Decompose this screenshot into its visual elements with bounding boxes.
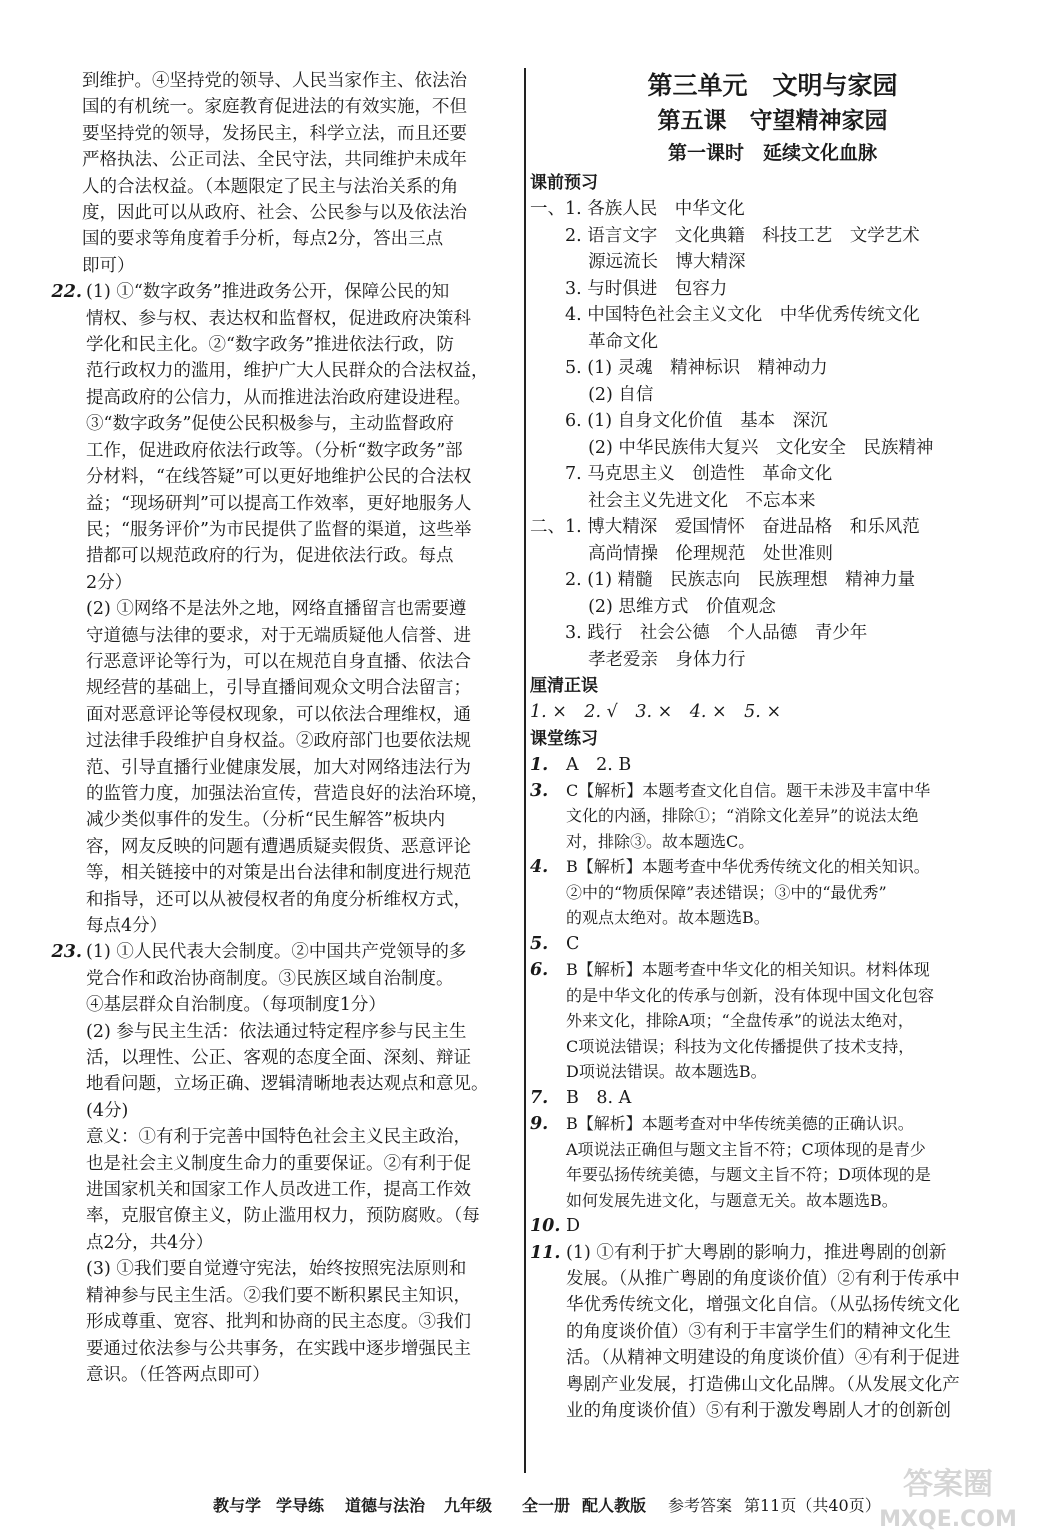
- text-line: 提高政府的公信力，从而推进法治政府建设进程。: [86, 387, 471, 408]
- left-column: [30, 68, 525, 1388]
- text-line: 活。（从精神文明建设的角度谈价值）④有利于促进: [566, 1348, 960, 1369]
- text-line: D: [566, 1216, 581, 1237]
- section-heading-preview: 课前预习: [530, 173, 598, 193]
- text-line: 的观点太绝对。故本题选B。: [566, 908, 770, 928]
- practice-item: [530, 931, 1015, 957]
- text-line: ③“数字政务”促使公民积极参与，主动监督政府: [86, 414, 454, 435]
- text-line: 活，以理性、公正、客观的态度全面、深刻、辩证: [86, 1048, 471, 1069]
- text-line: C项说法错误；科技为文化传播提供了技术支持，: [566, 1036, 915, 1056]
- watermark-logo: [866, 1460, 1036, 1536]
- text-line: (1) ①人民代表大会制度。②中国共产党领导的多: [86, 942, 467, 963]
- item-number: 1.: [530, 754, 549, 775]
- answer-row: 源远流长 博大精深: [530, 252, 746, 272]
- text-line: 情权、参与权、表达权和监督权，促进政府决策科: [86, 308, 471, 329]
- text-line: 每点4分）: [86, 916, 168, 936]
- answer-row: 高尚情操 伦理规范 处世准则: [530, 543, 834, 564]
- question-number: 23.: [51, 942, 82, 963]
- text-line: 措都可以规范政府的行为，促进依法行政。每点: [86, 546, 454, 567]
- item-number: 5.: [530, 933, 549, 954]
- text-line: 行恶意评论等行为，可以在规范自身直播、依法合: [86, 651, 471, 672]
- practice-answers: [530, 752, 1015, 1425]
- section-heading-correct: 厘清正误: [530, 676, 598, 696]
- text-line: ④基层群众自治制度。（每项制度1分）: [86, 995, 386, 1016]
- text-line: ②中的“物质保障”表述错误；③中的“最优秀”: [566, 882, 887, 902]
- text-line: 要通过依法参与公共事务，在实践中逐步增强民主: [86, 1338, 471, 1359]
- answer-row: (2) 自信: [530, 384, 654, 405]
- text-line: 粤剧产业发展，打造佛山文化品牌。（从发展文化产: [566, 1374, 960, 1395]
- answer-row: 3. 践行 社会公德 个人品德 青少年: [530, 623, 868, 643]
- footer-page-number: 第11页（共40页）: [744, 1496, 881, 1515]
- text-line: 范行政权力的滥用，维护广大人民群众的合法权益，: [86, 361, 489, 382]
- text-line: 分材料，“在线答疑”可以更好地维护公民的合法权: [86, 467, 472, 488]
- text-line: B【解析】本题考查中华文化的相关知识。材料体现: [566, 960, 930, 980]
- answer-row: 革命文化: [530, 331, 659, 352]
- practice-item: [530, 778, 1015, 855]
- text-line: 过法律手段维护自身权益。②政府部门也要依法规: [86, 731, 471, 752]
- footer-brand-2: 学导练: [276, 1496, 325, 1515]
- text-line: (2) ①网络不是法外之地，网络直播留言也需要遵: [86, 599, 467, 620]
- text-line: 到维护。④坚持党的领导、人民当家作主、依法治: [82, 71, 467, 91]
- footer-brand-1: 教与学: [213, 1496, 262, 1515]
- text-line: 容，网友反映的问题有遭遇质疑卖假货、恶意评论: [86, 836, 471, 857]
- text-line: C: [566, 933, 580, 954]
- text-line: (2) 参与民主生活：依法通过特定程序参与民主生: [86, 1021, 467, 1042]
- text-line: 范、引导直播行业健康发展，加大对网络违法行为: [86, 757, 471, 778]
- answer-row: 社会主义先进文化 不忘本来: [530, 490, 816, 511]
- text-line: (3) ①我们要自觉遵守宪法，始终按照宪法原则和: [86, 1259, 467, 1280]
- text-line: 意义：①有利于完善中国特色社会主义民主政治，: [86, 1127, 471, 1148]
- text-line: 的角度谈价值）③有利于丰富学生们的精神文化生: [566, 1321, 951, 1342]
- question-23-body: [86, 939, 525, 1388]
- text-line: 外来文化，排除A项；“全盘传承”的说法太绝对，: [566, 1011, 914, 1031]
- practice-item: [530, 1111, 1015, 1213]
- text-line: 规经营的基础上，引导直播间观众文明合法留言；: [86, 678, 471, 699]
- true-false-answers: 1. × 2. √ 3. × 4. × 5. ×: [530, 702, 782, 722]
- text-line: 面对恶意评论等侵权现象，可以依法合理维权，通: [86, 704, 471, 725]
- practice-item: [530, 1213, 1015, 1239]
- watermark-text: 答案圈: [903, 1467, 993, 1502]
- answer-row: 5. (1) 灵魂 精神标识 精神动力: [530, 358, 828, 378]
- period-title: 第一课时 延续文化血脉: [667, 142, 877, 164]
- continued-answer: [30, 68, 525, 279]
- answer-row: 6. (1) 自身文化价值 基本 深沉: [530, 411, 828, 431]
- text-line: (4分): [86, 1100, 129, 1121]
- question-22: [30, 279, 525, 939]
- text-line: 地看问题，立场正确、逻辑清晰地表达观点和意见。: [86, 1074, 489, 1095]
- column-divider: [524, 68, 526, 1473]
- text-line: 度，因此可以从政府、社会、公民参与以及依法治: [82, 203, 467, 224]
- answer-row: (2) 中华民族伟大复兴 文化安全 民族精神: [530, 437, 934, 458]
- answer-row: 7. 马克思主义 创造性 革命文化: [530, 464, 833, 484]
- text-line: A项说法正确但与题文主旨不符；C项体现的是青少: [566, 1139, 926, 1159]
- text-line: 业的角度谈价值）⑤有利于激发粤剧人才的创新创: [566, 1401, 951, 1422]
- text-line: 发展。（从推广粤剧的角度谈价值）②有利于传承中: [566, 1269, 960, 1290]
- footer-section: 参考答案: [668, 1496, 733, 1515]
- answer-row: 2. 语言文字 文化典籍 科技工艺 文学艺术: [530, 225, 920, 246]
- lesson-title: 第五课 守望精神家园: [657, 108, 888, 134]
- item-number: 6.: [530, 960, 549, 981]
- practice-item: [530, 1240, 1015, 1425]
- text-line: 国的要求等角度着手分析，每点2分，答出三点: [82, 229, 444, 250]
- footer-subject: 道德与法治: [345, 1496, 426, 1515]
- item-number: 9.: [530, 1114, 549, 1135]
- item-number: 11.: [530, 1242, 561, 1263]
- text-line: 进国家机关和国家工作人员改进工作，提高工作效: [86, 1180, 471, 1201]
- section-heading-practice: 课堂练习: [530, 728, 598, 749]
- text-line: 的是中华文化的传承与创新，没有体现中国文化包容: [566, 985, 935, 1005]
- text-line: 守道德与法律的要求，对于无端质疑他人信誉、进: [86, 625, 471, 646]
- text-line: 党合作和政治协商制度。③民族区域自治制度。: [86, 968, 454, 989]
- text-line: 精神参与民主生活。②我们要不断积累民主知识，: [86, 1285, 471, 1306]
- text-line: 如何发展先进文化，与题意无关。故本题选B。: [566, 1190, 898, 1210]
- answer-row: 孝老爱亲 身体力行: [530, 649, 746, 670]
- text-line: 工作，促进政府依法行政等。（分析“数字政务”部: [86, 440, 463, 461]
- text-line: 的监管力度，加强法治宣传，营造良好的法治环境，: [86, 783, 489, 804]
- answer-row: 3. 与时俱进 包容力: [530, 278, 728, 299]
- question-23: [30, 939, 525, 1388]
- text-line: 华优秀传统文化，增强文化自信。（从弘扬传统文化: [566, 1295, 960, 1316]
- watermark-url: MXQE.COM: [879, 1507, 1017, 1532]
- practice-item: [530, 1085, 1015, 1111]
- text-line: 率，克服官僚主义，防止滥用权力，预防腐败。（每: [86, 1206, 480, 1227]
- text-line: D项说法错误。故本题选B。: [566, 1062, 767, 1082]
- text-line: B【解析】本题考查对中华传统美德的正确认识。: [566, 1114, 914, 1134]
- practice-item: [530, 854, 1015, 931]
- text-line: 学化和民主化。②“数字政务”推进依法行政，防: [86, 335, 454, 356]
- text-line: 意识。（任答两点即可）: [86, 1364, 270, 1385]
- text-line: (1) ①有利于扩大粤剧的影响力，推进粤剧的创新: [566, 1242, 947, 1263]
- text-line: (1) ①“数字政务”推进政务公开，保障公民的知: [86, 282, 450, 303]
- text-line: C【解析】本题考查文化自信。题干未涉及丰富中华: [566, 780, 931, 800]
- footer-volume: 全一册: [522, 1496, 571, 1515]
- text-line: 对，排除③。故本题选C。: [566, 831, 755, 851]
- text-line: 即可）: [82, 255, 135, 276]
- item-number: 3.: [530, 780, 549, 801]
- text-line: 也是社会主义制度生命力的重要保证。②有利于促: [86, 1153, 471, 1174]
- footer-edition: 配人教版: [582, 1496, 647, 1515]
- text-line: A 2. B: [566, 754, 632, 775]
- answer-row: 二、1. 博大精深 爱国情怀 奋进品格 和乐风范: [530, 517, 920, 537]
- preview-answers: [530, 196, 1015, 673]
- text-line: 等，相关链接中的对策是出台法律和制度进行规范: [86, 863, 471, 884]
- text-line: 和指导，还可以从被侵权者的角度分析维权方式，: [86, 889, 471, 910]
- text-line: 2分）: [86, 572, 133, 593]
- text-line: 国的有机统一。家庭教育促进法的有效实施，不但: [82, 97, 467, 118]
- answer-row: 2. (1) 精髓 民族志向 民族理想 精神力量: [530, 570, 916, 590]
- text-line: 严格执法、公正司法、全民守法，共同维护未成年: [82, 150, 467, 171]
- text-line: B 8. A: [566, 1087, 632, 1108]
- practice-item: [530, 957, 1015, 1085]
- question-22-body: [86, 279, 525, 939]
- text-line: 年要弘扬传统美德，与题文主旨不符；D项体现的是: [566, 1165, 931, 1185]
- text-line: 减少类似事件的发生。（分析“民生解答”板块内: [86, 810, 446, 831]
- text-line: 点2分，共4分）: [86, 1232, 214, 1253]
- text-line: B【解析】本题考查中华优秀传统文化的相关知识。: [566, 857, 930, 877]
- answer-row: 4. 中国特色社会主义文化 中华优秀传统文化: [530, 305, 920, 325]
- question-number: 22.: [51, 282, 82, 303]
- text-line: 要坚持党的领导，发扬民主，科学立法，而且还要: [82, 123, 467, 144]
- answer-row: 一、1. 各族人民 中华文化: [530, 199, 745, 219]
- item-number: 10.: [530, 1216, 561, 1237]
- text-line: 益；“现场研判”可以提高工作效率，更好地服务人: [86, 493, 472, 514]
- item-number: 4.: [530, 857, 549, 878]
- unit-title: 第三单元 文明与家园: [647, 71, 898, 100]
- text-line: 形成尊重、宽容、批判和协商的民主态度。③我们: [86, 1312, 471, 1333]
- text-line: 民；“服务评价”为市民提供了监督的渠道，这些举: [86, 519, 472, 540]
- item-number: 7.: [530, 1087, 549, 1108]
- right-column: [530, 68, 1015, 1424]
- answer-row: (2) 思维方式 价值观念: [530, 596, 776, 617]
- footer-grade: 九年级: [444, 1496, 493, 1515]
- practice-item: [530, 752, 1015, 778]
- text-line: 人的合法权益。（本题限定了民主与法治关系的角: [82, 176, 459, 197]
- text-line: 文化的内涵，排除①；“消除文化差异”的说法太绝: [566, 806, 919, 826]
